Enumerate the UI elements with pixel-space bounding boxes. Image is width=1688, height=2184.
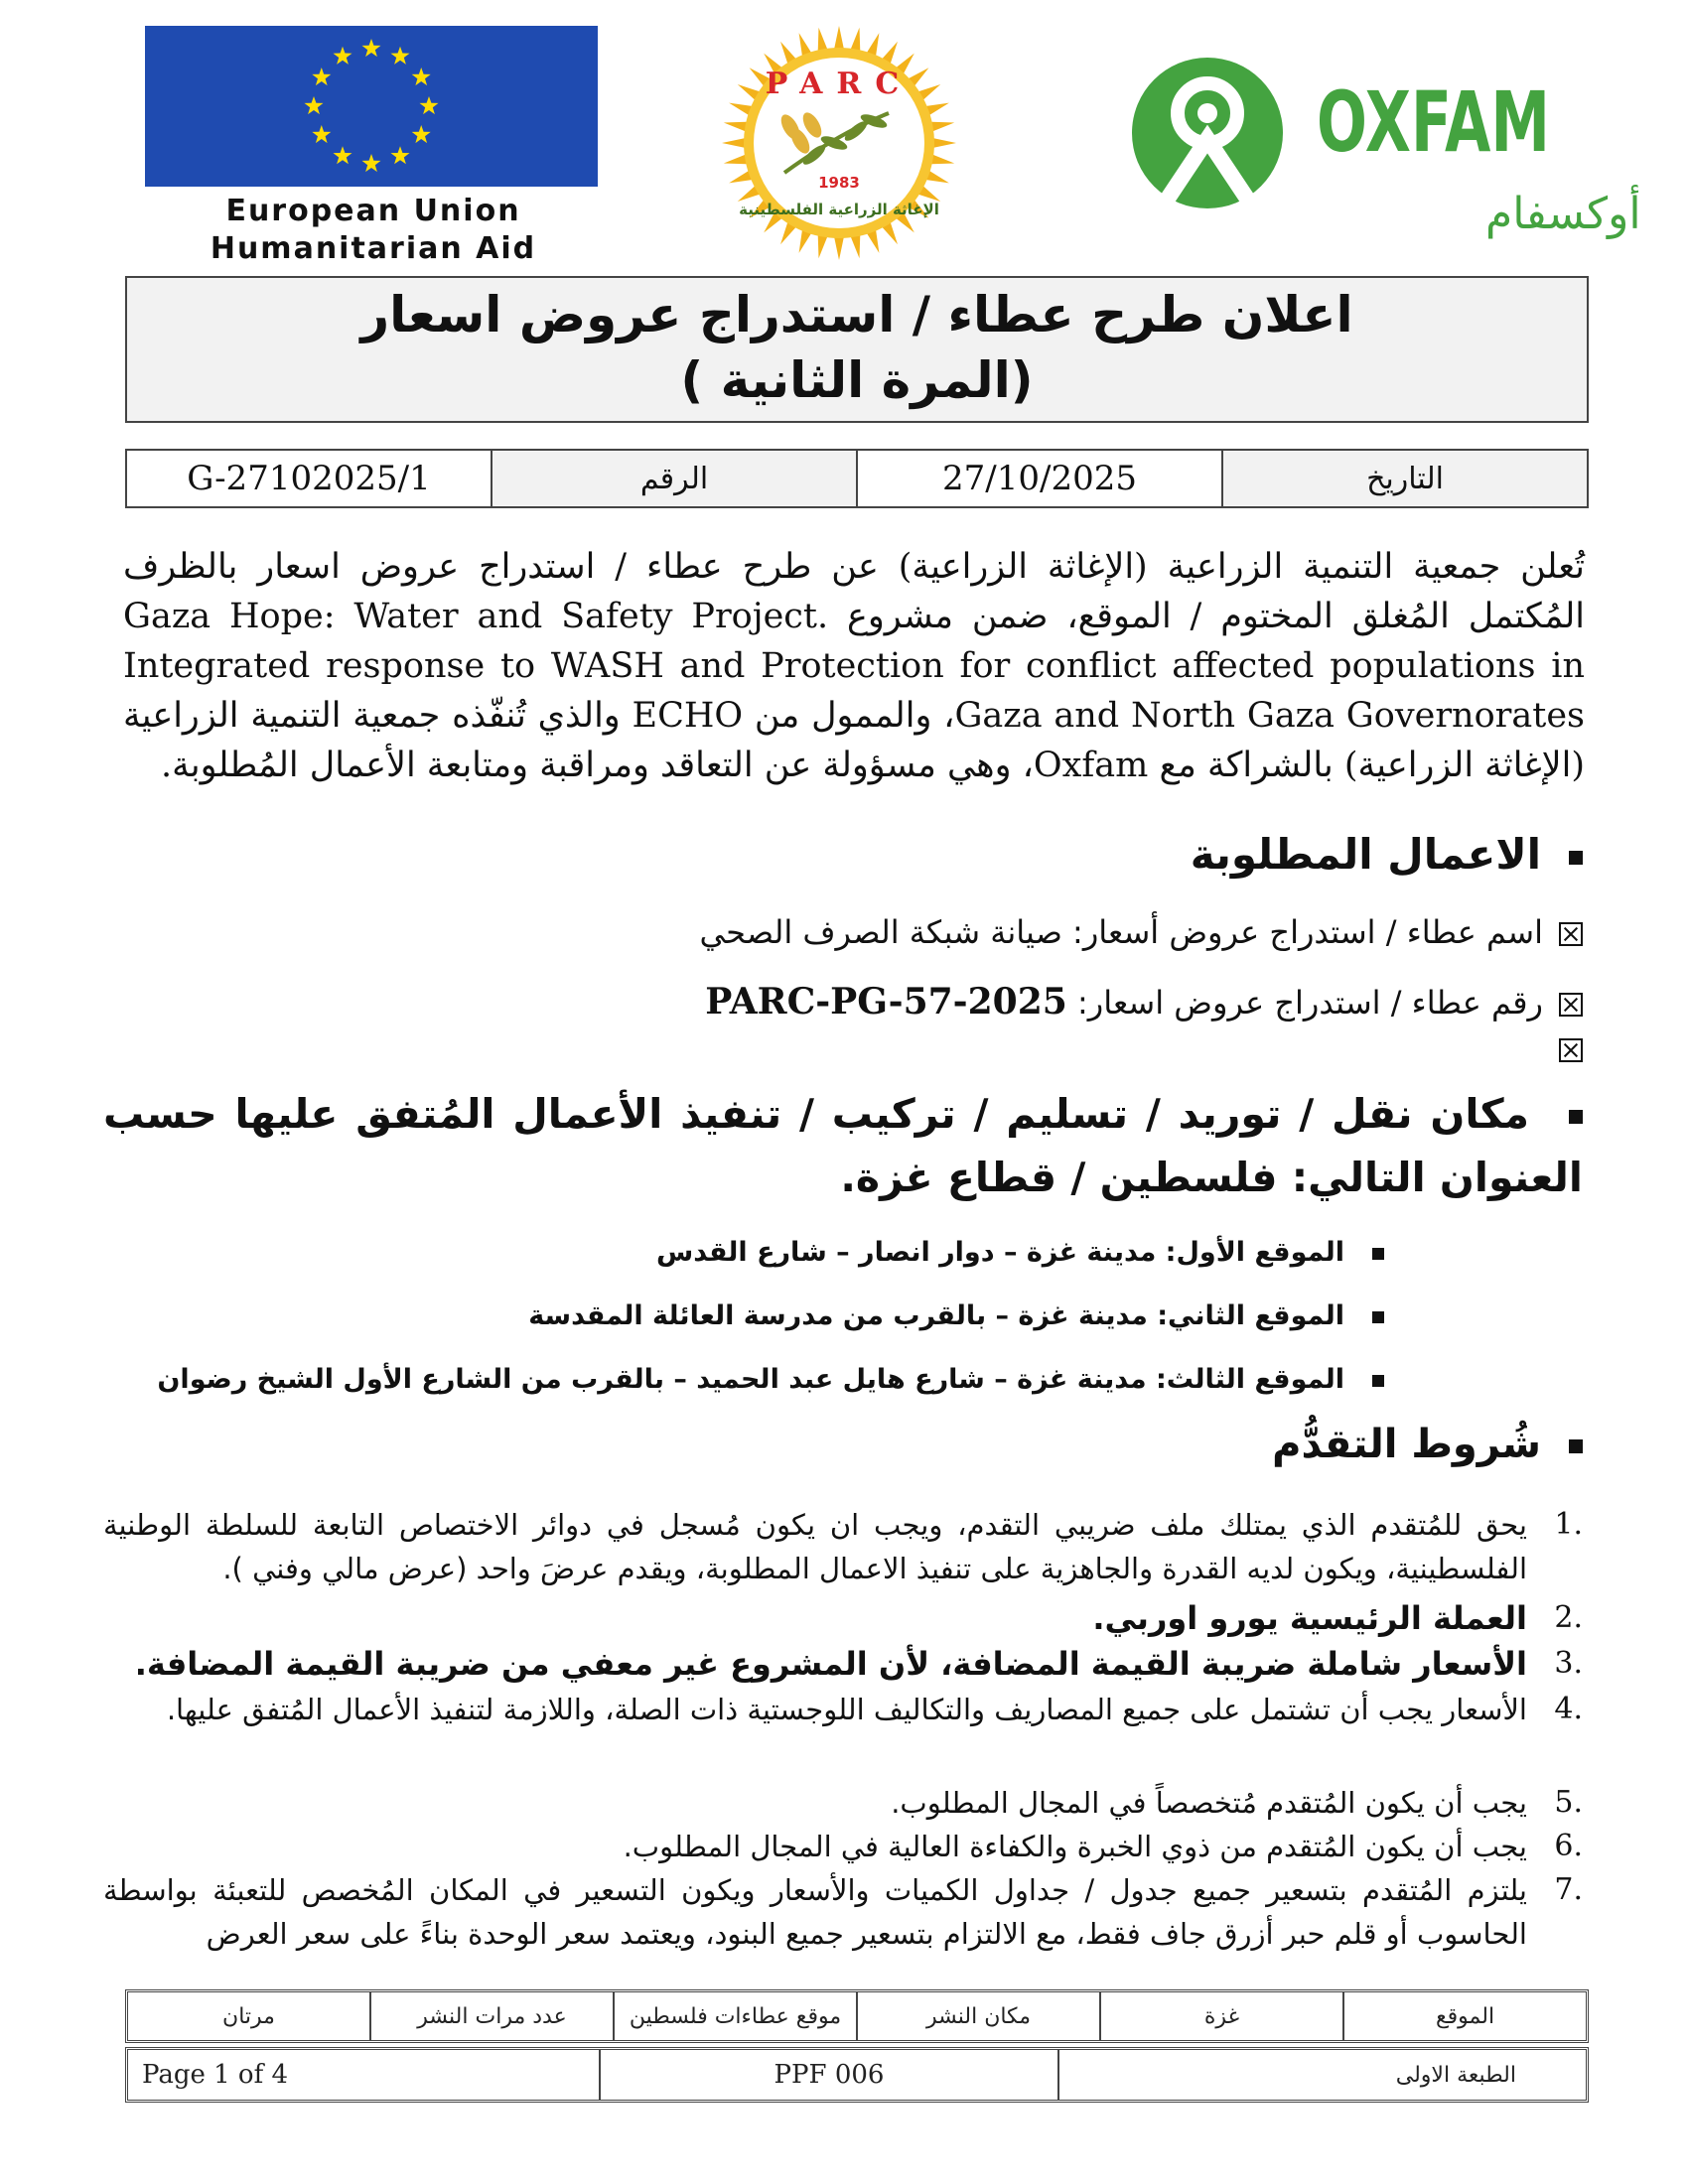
- intro-part3: والذي تُنفّذه جمعية التنمية الزراعية (الإغاثة الزراعية) بالشراكة مع: [123, 696, 1585, 785]
- footer-publish-place-label: مكان النشر: [856, 1992, 1099, 2040]
- condition-number: 4.: [1554, 1692, 1583, 1726]
- condition-7: [103, 1868, 1583, 1956]
- empty-checkbox-line: [1559, 1038, 1583, 1062]
- star-icon: [391, 47, 410, 65]
- intro-partner: Oxfam: [1033, 746, 1149, 785]
- condition-number: 3.: [1554, 1646, 1583, 1681]
- site-1: [656, 1237, 1384, 1268]
- intro-part2: ، والممول من: [743, 696, 955, 736]
- star-icon: [362, 154, 381, 172]
- condition-number: 2.: [1554, 1600, 1583, 1635]
- page-subtitle: (المرة الثانية ): [680, 351, 1034, 409]
- footer-page-table: [125, 2047, 1589, 2103]
- number-label: الرقم: [491, 451, 856, 506]
- eu-caption-line2: Humanitarian Aid: [210, 231, 537, 266]
- works-heading: [1191, 830, 1583, 879]
- reference-table: [125, 449, 1589, 508]
- parc-year: 1983: [818, 174, 860, 192]
- conditions-heading-text: شُروط التقدُّم: [1272, 1422, 1541, 1467]
- footer-publish-count-value: مرتان: [222, 2003, 275, 2029]
- intro-part1: تُعلن جمعية التنمية الزراعية (الإغاثة الزراعية) عن طرح عطاء / استدراج عروض اسعار بالظرف المُكتمل المُغلق المختوم / الموقع، ضمن مشروع: [123, 547, 1585, 636]
- star-icon: [305, 96, 324, 114]
- condition-text: يلتزم المُتقدم بتسعير جميع جدول / جداول الكميات والأسعار ويكون التسعير في المكان المُخصص للتعبئة بواسطة الحاسوب أو قلم حبر أزرق جاف فقط، مع الالتزام بتسعير جميع البنود، ويعتمد سعر الوحدة بناءً على سعر العرض: [103, 1873, 1527, 1951]
- eu-humanitarian-aid-logo: [145, 26, 602, 264]
- announcement-title-box: [125, 276, 1589, 423]
- footer-publication-table: [125, 1989, 1589, 2043]
- star-icon: [362, 39, 381, 57]
- bullet-icon: [1569, 1439, 1583, 1453]
- site-3: [157, 1364, 1384, 1395]
- footer-publish-place-value: موقع عطاءات فلسطين: [613, 1992, 856, 2040]
- bullet-icon: [1372, 1248, 1384, 1260]
- condition-text: يجب أن يكون المُتقدم من ذوي الخبرة والكفاءة العالية في المجال المطلوب.: [623, 1830, 1527, 1863]
- bullet-icon: [1569, 1110, 1583, 1124]
- bullet-icon: [1372, 1375, 1384, 1387]
- checked-box-icon: [1559, 1038, 1583, 1062]
- tender-number-label: رقم عطاء / استدراج عروض اسعار:: [1066, 984, 1543, 1022]
- date-label: التاريخ: [1221, 451, 1587, 506]
- star-icon: [334, 146, 352, 164]
- site-3-text: الموقع الثالث: مدينة غزة – شارع هايل عبد الحميد – بالقرب من الشارع الأول الشيخ رضوان: [157, 1364, 1344, 1395]
- condition-number: 7.: [1554, 1872, 1583, 1907]
- oxfam-arabic-wordmark: أوكسفام: [1485, 189, 1641, 239]
- condition-number: 6.: [1554, 1829, 1583, 1863]
- condition-text: الأسعار شاملة ضريبة القيمة المضافة، لأن المشروع غير معفي من ضريبة القيمة المضافة.: [134, 1645, 1527, 1683]
- star-icon: [420, 96, 439, 114]
- parc-logo: [626, 24, 1053, 262]
- tender-name-value: صيانة شبكة الصرف الصحي: [699, 913, 1062, 951]
- intro-paragraph: [123, 542, 1585, 790]
- eu-flag: [145, 26, 598, 187]
- tender-number-value: PARC-PG-57-2025: [705, 981, 1067, 1023]
- tender-name-line: [699, 913, 1583, 951]
- location-heading-text: مكان نقل / توريد / تسليم / تركيب / تنفيذ الأعمال المُتفق عليها حسب العنوان التالي: فلسطين / قطاع غزة.: [103, 1090, 1583, 1201]
- condition-number: 1.: [1554, 1507, 1583, 1542]
- bullet-icon: [1372, 1311, 1384, 1323]
- star-icon: [312, 125, 331, 143]
- conditions-heading: [1272, 1422, 1583, 1467]
- star-icon: [312, 68, 331, 85]
- footer-edition: الطبعة الاولى: [1057, 2050, 1586, 2100]
- intro-project-name: Gaza Hope: Water and Safety Project. Integrated response to WASH and Protection for conflict affected populations in Gaza and North Gaza Governorates: [123, 597, 1585, 736]
- condition-text: العملة الرئيسية يورو اوربي.: [1092, 1599, 1527, 1637]
- condition-5: [103, 1781, 1583, 1825]
- parc-arabic-name: الإغاثة الزراعية الفلسطينية: [739, 201, 939, 218]
- eu-caption-line1: European Union: [225, 194, 521, 228]
- site-2: [528, 1300, 1384, 1331]
- star-icon: [412, 68, 431, 85]
- eu-caption: [145, 193, 602, 268]
- bullet-icon: [1569, 851, 1583, 865]
- star-icon: [334, 47, 352, 65]
- condition-1: [103, 1503, 1583, 1590]
- intro-part4: ، وهي مسؤولة عن التعاقد ومراقبة ومتابعة الأعمال المُطلوبة.: [161, 746, 1034, 785]
- tender-number-line: [705, 981, 1583, 1023]
- star-icon: [391, 146, 410, 164]
- date-value: 27/10/2025: [856, 451, 1221, 506]
- oxfam-wordmark: OXFAM: [1317, 73, 1550, 171]
- condition-text: يجب أن يكون المُتقدم مُتخصصاً في المجال المطلوب.: [891, 1786, 1527, 1820]
- intro-funder: ECHO: [632, 696, 744, 736]
- star-icon: [412, 125, 431, 143]
- location-heading: [103, 1082, 1583, 1209]
- condition-3: [103, 1642, 1583, 1686]
- number-value: G-27102025/1: [187, 459, 431, 498]
- checked-box-icon: [1559, 922, 1583, 946]
- condition-2: [103, 1596, 1583, 1640]
- site-2-text: الموقع الثاني: مدينة غزة – بالقرب من مدرسة العائلة المقدسة: [528, 1300, 1344, 1331]
- site-1-text: الموقع الأول: مدينة غزة – دوار انصار – شارع القدس: [655, 1237, 1344, 1268]
- condition-text: الأسعار يجب أن تشتمل على جميع المصاريف والتكاليف اللوجستية ذات الصلة، واللازمة لتنفيذ الأعمال المُتفق عليها.: [166, 1693, 1527, 1726]
- checked-box-icon: [1559, 993, 1583, 1017]
- footer-page-number: Page 1 of 4: [142, 2060, 289, 2090]
- footer-form-code: PPF 006: [599, 2050, 1057, 2100]
- works-heading-text: الاعمال المطلوبة: [1190, 830, 1541, 879]
- tender-name-label: اسم عطاء / استدراج عروض أسعار:: [1061, 913, 1543, 951]
- condition-4: [103, 1688, 1583, 1731]
- parc-text: PARC: [765, 67, 914, 101]
- condition-number: 5.: [1554, 1785, 1583, 1820]
- page-title: اعلان طرح عطاء / استدراج عروض اسعار: [360, 286, 1353, 343]
- condition-text: يحق للمُتقدم الذي يمتلك ملف ضريبي التقدم، ويجب ان يكون مُسجل في دوائر الاختصاص التابعة للسلطة الوطنية الفلسطينية، ويكون لديه القدرة والجاهزية على تنفيذ الاعمال المطلوبة، ويقدم عرضَ واحد (عرض مالي وفني ).: [103, 1508, 1527, 1585]
- condition-6: [103, 1825, 1583, 1868]
- oxfam-logo: [1128, 30, 1641, 258]
- eu-stars-icon: [145, 26, 598, 187]
- footer-publish-count-label: عدد مرات النشر: [369, 1992, 613, 2040]
- footer-site-label: الموقع: [1342, 1992, 1586, 2040]
- footer-site-value: غزة: [1099, 1992, 1342, 2040]
